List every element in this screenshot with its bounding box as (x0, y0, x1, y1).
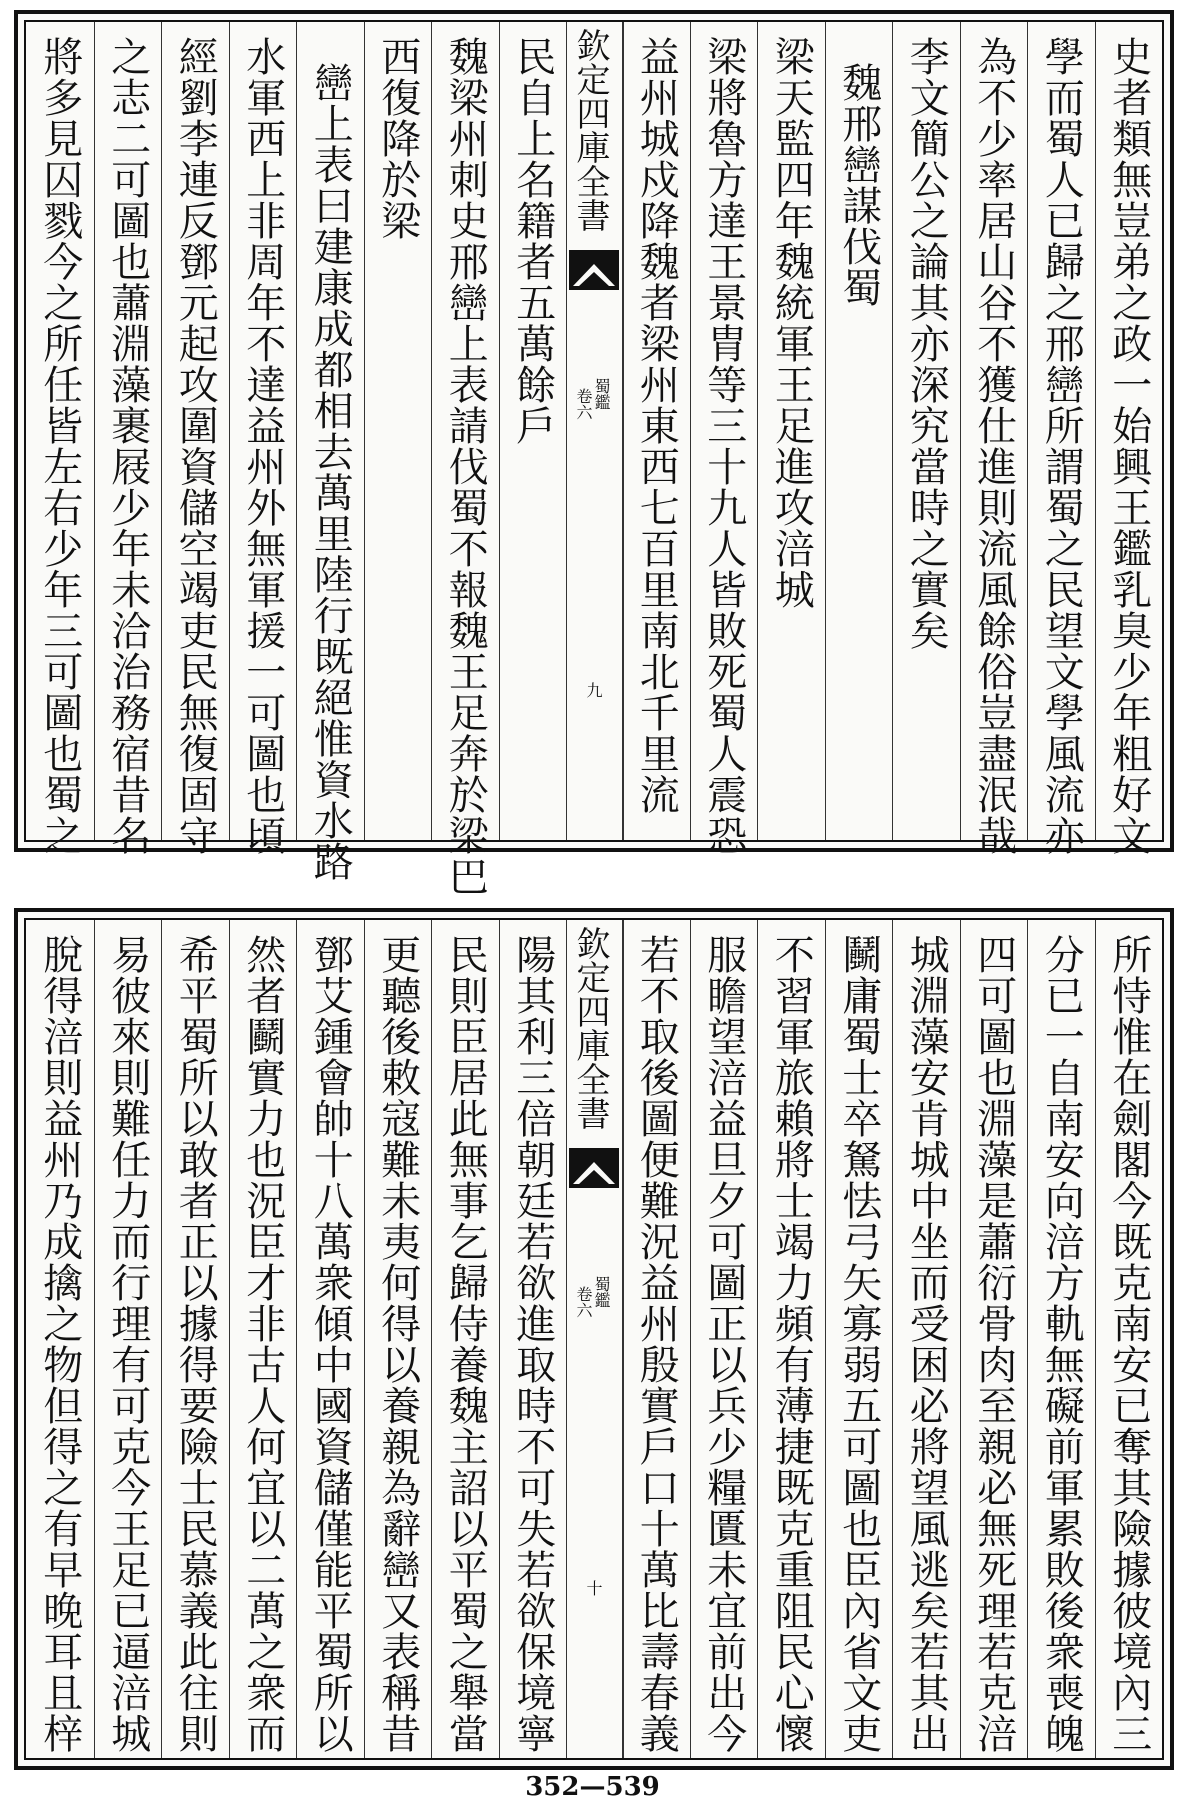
column-text: 更聽後敕寇難未夷何得以養親為辭巒又表稱昔 (374, 934, 421, 1754)
gutter-title: 欽定四庫全書 (570, 926, 610, 1130)
gutter-volume: 卷六 (574, 1286, 593, 1318)
text-column (960, 920, 1028, 1758)
text-column (960, 22, 1028, 856)
column-text: 民自上名籍者五萬餘戶 (509, 36, 556, 446)
text-column (1027, 920, 1095, 1758)
column-text: 梁天監四年魏統軍王足進攻涪城 (768, 36, 815, 610)
gutter-book-name: 蜀鑑 (592, 1276, 611, 1308)
text-column (892, 920, 960, 1758)
column-text: 城淵藻安肯城中坐而受困必將望風逃矣若其出 (903, 934, 950, 1754)
column-text: 鄧艾鍾會帥十八萬衆傾中國資儲僅能平蜀所以 (307, 934, 354, 1754)
text-column (296, 920, 364, 1758)
text-column (690, 22, 758, 856)
text-column (431, 920, 499, 1758)
gutter-folio: 十 (584, 1580, 603, 1596)
text-column (296, 22, 364, 882)
column-text: 分已一自南安向涪方軌無礙前軍累敗後衆喪魄 (1038, 934, 1085, 1754)
column-text: 鬭庸蜀士卒駑怯弓矢寡弱五可圖也臣內省文吏 (835, 934, 882, 1754)
bottom-center-gutter (566, 920, 624, 1758)
text-column (26, 22, 94, 856)
gutter-book-name: 蜀鑑 (592, 378, 611, 410)
column-text: 然者鬬實力也況臣才非古人何宜以二萬之衆而 (239, 934, 286, 1754)
text-column (229, 920, 297, 1758)
text-column (26, 920, 94, 1758)
column-text: 不習軍旅賴將士竭力頻有薄捷既克重阻民心懷 (768, 934, 815, 1754)
column-text: 梁將魯方達王景胄等三十九人皆敗死蜀人震恐 (700, 36, 747, 856)
column-text: 希平蜀所以敢者正以據得要險士民慕義此往則 (172, 934, 219, 1754)
fish-tail-ornament-icon (569, 250, 619, 290)
column-text: 服瞻望涪益旦夕可圖正以兵少糧匱未宜前出今 (700, 934, 747, 1754)
bottom-right-text-block (622, 920, 1162, 1758)
column-text: 李文簡公之論其亦深究當時之實矣 (903, 36, 950, 651)
page-number: 352—539 (525, 1772, 660, 1802)
text-column (499, 920, 567, 1758)
text-column (499, 22, 567, 840)
text-column (757, 920, 825, 1758)
column-text: 魏邢巒謀伐蜀 (835, 62, 882, 308)
column-text: 益州城戍降魏者梁州東西七百里南北千里流 (633, 36, 680, 815)
column-text: 經劉李連反鄧元起攻圍資儲空竭吏民無復固守 (172, 36, 219, 856)
gutter-folio: 九 (584, 682, 603, 698)
text-column (690, 920, 758, 1758)
fish-tail-ornament-icon (569, 1148, 619, 1188)
column-text: 學而蜀人已歸之邢巒所謂蜀之民望文學風流亦 (1038, 36, 1085, 856)
column-text: 所恃惟在劍閣今既克南安已奪其險據彼境內三 (1105, 934, 1152, 1754)
text-column (1095, 920, 1163, 1758)
text-column (161, 920, 229, 1758)
text-column (364, 920, 432, 1758)
text-column (364, 22, 432, 840)
top-center-gutter (566, 22, 624, 840)
column-text: 若不取後圖便難況益州殷實戶口十萬比壽春義 (633, 934, 680, 1754)
column-text: 水軍西上非周年不達益州外無軍援一可圖也頃 (239, 36, 286, 856)
column-text: 四可圖也淵藻是蕭衍骨肉至親必無死理若克涪 (970, 934, 1017, 1754)
column-text: 魏梁州刺史邢巒上表請伐蜀不報魏王足奔於梁巴 (442, 36, 489, 897)
text-column (622, 920, 690, 1758)
text-column (229, 22, 297, 856)
text-column (161, 22, 229, 856)
column-text: 陽其利三倍朝廷若欲進取時不可失若欲保境寧 (509, 934, 556, 1754)
column-text: 民則臣居此無事乞歸侍養魏主詔以平蜀之舉當 (442, 934, 489, 1754)
text-column (622, 22, 690, 840)
gutter-volume: 卷六 (574, 388, 593, 420)
column-text: 脫得涪則益州乃成擒之物但得之有早晚耳且梓 (36, 934, 83, 1754)
top-book-page (14, 10, 1174, 897)
top-left-text-block (26, 22, 566, 897)
column-text: 將多見囚戮今之所任皆左右少年三可圖也蜀之 (36, 36, 83, 856)
bottom-left-text-block (26, 920, 566, 1758)
column-text: 西復降於梁 (374, 36, 421, 241)
top-right-text-block (622, 22, 1162, 856)
top-page-frame (24, 20, 1164, 897)
text-column (825, 920, 893, 1758)
bottom-page-frame (24, 918, 1164, 1760)
text-column (431, 22, 499, 897)
column-text: 史者類無豈弟之政一始興王鑑乳臭少年粗好文 (1105, 36, 1152, 856)
column-text: 易彼來則難任力而行理有可克今王足已逼涪城 (104, 934, 151, 1754)
text-column (94, 920, 162, 1758)
text-column (825, 22, 893, 840)
text-column (757, 22, 825, 840)
gutter-title: 欽定四庫全書 (570, 28, 610, 232)
column-text: 為不少率居山谷不獲仕進則流風餘俗豈盡泯哉 (970, 36, 1017, 856)
text-column (1027, 22, 1095, 856)
bottom-book-page (14, 908, 1174, 1770)
text-column (892, 22, 960, 840)
text-column (1095, 22, 1163, 856)
column-text: 之志二可圖也蕭淵藻裹屐少年未洽治務宿昔名 (104, 36, 151, 856)
column-text: 巒上表曰建康成都相去萬里陸行既絕惟資水路 (307, 62, 354, 882)
text-column (94, 22, 162, 856)
